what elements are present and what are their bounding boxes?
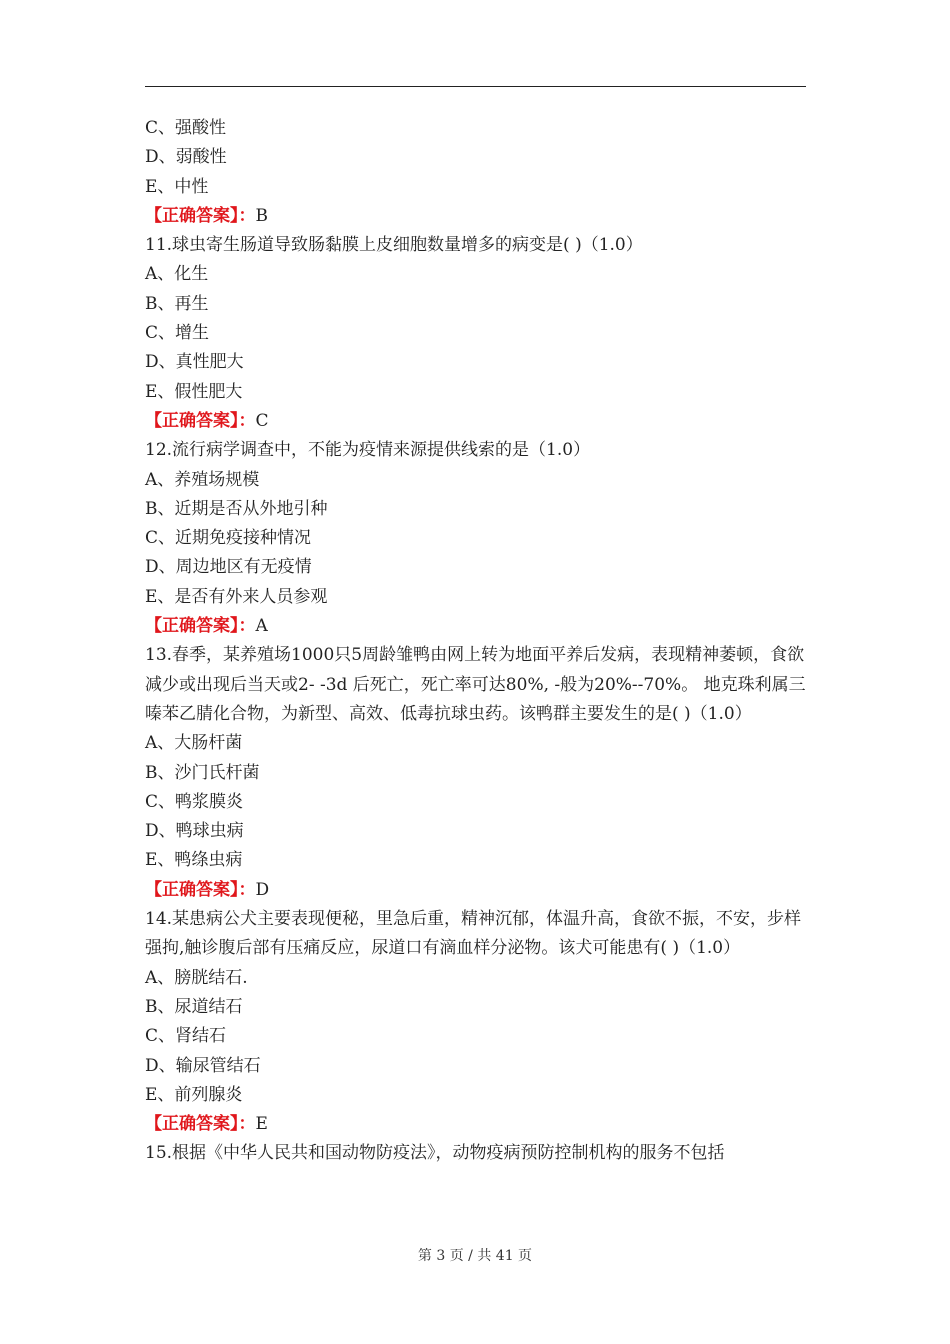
header-rule	[145, 86, 806, 87]
option-13-a: A、大肠杆菌	[145, 733, 243, 754]
answer-prev	[145, 202, 810, 231]
option-12-b: B、近期是否从外地引种	[145, 498, 328, 519]
option-prev-c: C、强酸性	[145, 118, 227, 138]
answer-11	[145, 407, 810, 436]
answer-value: D	[255, 879, 270, 900]
option-12-d: D、周边地区有无疫情	[145, 557, 312, 578]
answer-12	[145, 612, 810, 641]
option-14-d: D、输尿管结石	[145, 1055, 261, 1076]
option-12-e: E、是否有外来人员参观	[145, 586, 328, 607]
page-content	[145, 114, 810, 1169]
option-14-e: E、前列腺炎	[145, 1084, 243, 1105]
answer-value: E	[255, 1114, 268, 1135]
question-13-stem: 13.春季，某养殖场1000只5周龄雏鸭由网上转为地面平养后发病，表现精神萎顿，食欲减少或出现后当天或2- -3d 后死亡，死亡率可达80%, -般为20%--70%。 地克珠利属三嗪苯乙腈化合物，为新型、高效、低毒抗球虫药。该鸭群主要发生的是( )（1.0）	[145, 645, 806, 724]
answer-label: 【正确答案】：	[145, 205, 256, 226]
option-11-a: A、化生	[145, 264, 209, 285]
option-11-c: C、增生	[145, 323, 210, 344]
option-prev-d: D、弱酸性	[145, 147, 227, 168]
option-13-e: E、鸭绦虫病	[145, 850, 243, 871]
answer-label: 【正确答案】：	[145, 879, 256, 900]
question-14-stem: 14.某患病公犬主要表现便秘，里急后重，精神沉郁，体温升高，食欲不振，不安，步样强拘,触诊腹后部有压痛反应，尿道口有滴血样分泌物。该犬可能患有( )（1.0）	[145, 909, 802, 959]
answer-label: 【正确答案】：	[145, 616, 256, 637]
option-12-c: C、近期免疫接种情况	[145, 528, 312, 549]
option-13-b: B、沙门氏杆菌	[145, 762, 260, 783]
option-13-c: C、鸭浆膜炎	[145, 791, 244, 812]
option-12-a: A、养殖场规模	[145, 469, 260, 490]
option-14-c: C、肾结石	[145, 1026, 227, 1047]
answer-value: B	[255, 205, 268, 226]
answer-value: C	[255, 410, 269, 431]
answer-13	[145, 876, 810, 905]
answer-label: 【正确答案】：	[145, 410, 256, 431]
answer-label: 【正确答案】：	[145, 1114, 256, 1135]
page-footer: 第 3 页 / 共 41 页	[417, 1248, 533, 1264]
option-11-e: E、假性肥大	[145, 381, 243, 402]
option-14-b: B、尿道结石	[145, 996, 243, 1017]
option-13-d: D、鸭球虫病	[145, 821, 244, 842]
option-11-d: D、真性肥大	[145, 352, 244, 373]
option-11-b: B、再生	[145, 293, 209, 314]
question-12-stem: 12.流行病学调查中，不能为疫情来源提供线索的是（1.0）	[145, 440, 591, 461]
answer-14	[145, 1110, 810, 1139]
question-11-stem: 11.球虫寄生肠道导致肠黏膜上皮细胞数量增多的病变是( )（1.0）	[145, 235, 643, 256]
option-prev-e: E、中性	[145, 176, 209, 197]
question-15-stem: 15.根据《中华人民共和国动物防疫法》，动物疫病预防控制机构的服务不包括	[145, 1143, 725, 1164]
option-14-a: A、膀胱结石.	[145, 967, 248, 988]
answer-value: A	[255, 616, 268, 637]
